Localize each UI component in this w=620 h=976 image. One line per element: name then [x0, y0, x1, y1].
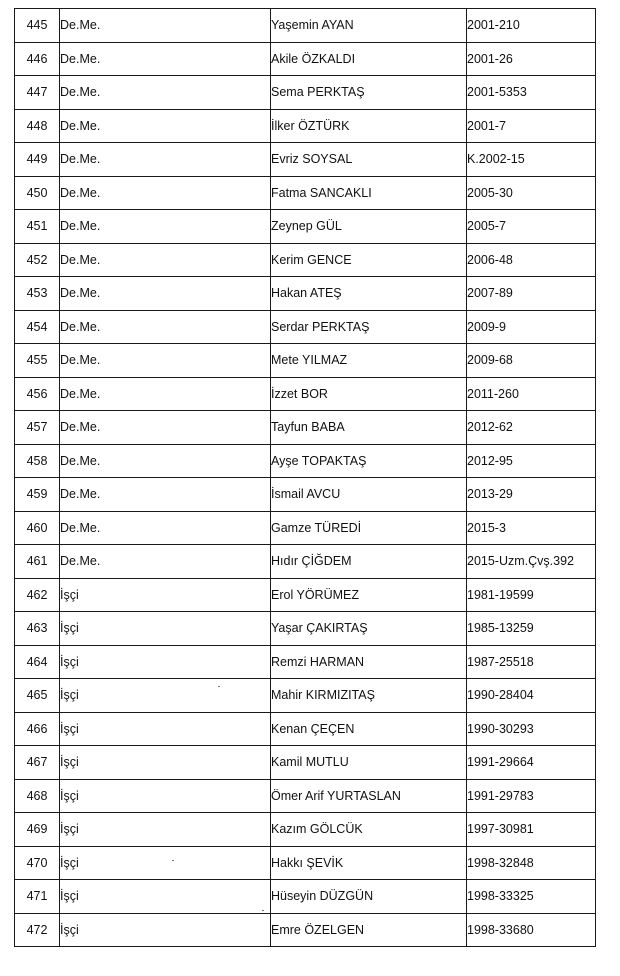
row-number-cell: 467 [15, 746, 60, 780]
table-row [15, 679, 596, 713]
staff-type-cell: De.Me. [60, 143, 271, 177]
row-number-cell: 468 [15, 779, 60, 813]
table-row [15, 545, 596, 579]
staff-type-cell: İşçi [60, 645, 271, 679]
roster-body [15, 9, 596, 947]
staff-type-cell: De.Me. [60, 9, 271, 43]
registry-number-cell: 2007-89 [467, 277, 596, 311]
table-row [15, 42, 596, 76]
table-row [15, 176, 596, 210]
staff-type-cell: İşçi [60, 813, 271, 847]
person-name-cell: Remzi HARMAN [271, 645, 467, 679]
scan-speck [262, 910, 264, 911]
row-number-cell: 451 [15, 210, 60, 244]
table-row [15, 846, 596, 880]
staff-type-cell: İşçi [60, 913, 271, 947]
row-number-cell: 454 [15, 310, 60, 344]
row-number-cell: 449 [15, 143, 60, 177]
table-row [15, 880, 596, 914]
staff-type-cell: İşçi [60, 712, 271, 746]
staff-type-cell: İşçi [60, 746, 271, 780]
staff-type-cell: De.Me. [60, 478, 271, 512]
registry-number-cell: 2015-Uzm.Çvş.392 [467, 545, 596, 579]
staff-type-cell: İşçi [60, 846, 271, 880]
staff-type-cell: De.Me. [60, 444, 271, 478]
person-name-cell: Hıdır ÇİĞDEM [271, 545, 467, 579]
person-name-cell: Sema PERKTAŞ [271, 76, 467, 110]
table-row [15, 746, 596, 780]
row-number-cell: 470 [15, 846, 60, 880]
registry-number-cell: 2013-29 [467, 478, 596, 512]
table-row [15, 277, 596, 311]
table-row [15, 779, 596, 813]
table-row [15, 645, 596, 679]
table-row [15, 813, 596, 847]
registry-number-cell: 2001-26 [467, 42, 596, 76]
row-number-cell: 446 [15, 42, 60, 76]
staff-type-cell: De.Me. [60, 176, 271, 210]
staff-type-cell: De.Me. [60, 511, 271, 545]
table-row [15, 243, 596, 277]
row-number-cell: 465 [15, 679, 60, 713]
table-row [15, 511, 596, 545]
staff-type-cell: De.Me. [60, 277, 271, 311]
row-number-cell: 461 [15, 545, 60, 579]
person-name-cell: Kenan ÇEÇEN [271, 712, 467, 746]
scan-speck [218, 686, 220, 687]
person-name-cell: İlker ÖZTÜRK [271, 109, 467, 143]
roster-sheet [14, 8, 596, 947]
row-number-cell: 450 [15, 176, 60, 210]
row-number-cell: 457 [15, 411, 60, 445]
staff-type-cell: De.Me. [60, 310, 271, 344]
registry-number-cell: K.2002-15 [467, 143, 596, 177]
registry-number-cell: 1990-30293 [467, 712, 596, 746]
person-name-cell: Mahir KIRMIZITAŞ [271, 679, 467, 713]
person-name-cell: Emre ÖZELGEN [271, 913, 467, 947]
staff-type-cell: İşçi [60, 779, 271, 813]
staff-type-cell: İşçi [60, 679, 271, 713]
registry-number-cell: 2001-7 [467, 109, 596, 143]
person-name-cell: Kazım GÖLCÜK [271, 813, 467, 847]
table-row [15, 578, 596, 612]
row-number-cell: 456 [15, 377, 60, 411]
row-number-cell: 448 [15, 109, 60, 143]
registry-number-cell: 1985-13259 [467, 612, 596, 646]
registry-number-cell: 2012-62 [467, 411, 596, 445]
table-row [15, 210, 596, 244]
table-row [15, 377, 596, 411]
registry-number-cell: 1991-29664 [467, 746, 596, 780]
person-name-cell: Yaşemin AYAN [271, 9, 467, 43]
person-name-cell: Akile ÖZKALDI [271, 42, 467, 76]
person-name-cell: Serdar PERKTAŞ [271, 310, 467, 344]
row-number-cell: 453 [15, 277, 60, 311]
registry-number-cell: 2011-260 [467, 377, 596, 411]
staff-type-cell: De.Me. [60, 76, 271, 110]
staff-type-cell: De.Me. [60, 344, 271, 378]
registry-number-cell: 2001-5353 [467, 76, 596, 110]
person-name-cell: Hakan ATEŞ [271, 277, 467, 311]
row-number-cell: 472 [15, 913, 60, 947]
table-row [15, 109, 596, 143]
row-number-cell: 464 [15, 645, 60, 679]
row-number-cell: 471 [15, 880, 60, 914]
registry-number-cell: 2005-7 [467, 210, 596, 244]
staff-type-cell: De.Me. [60, 109, 271, 143]
person-name-cell: Kerim GENCE [271, 243, 467, 277]
table-row [15, 143, 596, 177]
person-name-cell: Hakkı ŞEVİK [271, 846, 467, 880]
row-number-cell: 463 [15, 612, 60, 646]
registry-number-cell: 2006-48 [467, 243, 596, 277]
registry-number-cell: 1998-33680 [467, 913, 596, 947]
table-row [15, 344, 596, 378]
table-row [15, 612, 596, 646]
staff-type-cell: De.Me. [60, 42, 271, 76]
table-row [15, 411, 596, 445]
staff-type-cell: De.Me. [60, 243, 271, 277]
person-name-cell: Gamze TÜREDİ [271, 511, 467, 545]
person-name-cell: Kamil MUTLU [271, 746, 467, 780]
registry-number-cell: 1981-19599 [467, 578, 596, 612]
table-row [15, 9, 596, 43]
person-name-cell: Tayfun BABA [271, 411, 467, 445]
person-name-cell: Ayşe TOPAKTAŞ [271, 444, 467, 478]
registry-number-cell: 2009-9 [467, 310, 596, 344]
person-name-cell: Erol YÖRÜMEZ [271, 578, 467, 612]
registry-number-cell: 2005-30 [467, 176, 596, 210]
table-row [15, 913, 596, 947]
row-number-cell: 452 [15, 243, 60, 277]
staff-type-cell: İşçi [60, 880, 271, 914]
row-number-cell: 445 [15, 9, 60, 43]
registry-number-cell: 2012-95 [467, 444, 596, 478]
row-number-cell: 458 [15, 444, 60, 478]
table-row [15, 478, 596, 512]
registry-number-cell: 1990-28404 [467, 679, 596, 713]
row-number-cell: 469 [15, 813, 60, 847]
person-name-cell: İsmail AVCU [271, 478, 467, 512]
person-name-cell: İzzet BOR [271, 377, 467, 411]
roster-table [14, 8, 596, 947]
registry-number-cell: 1987-25518 [467, 645, 596, 679]
scan-speck [172, 860, 174, 861]
person-name-cell: Hüseyin DÜZGÜN [271, 880, 467, 914]
staff-type-cell: İşçi [60, 578, 271, 612]
row-number-cell: 455 [15, 344, 60, 378]
row-number-cell: 460 [15, 511, 60, 545]
person-name-cell: Zeynep GÜL [271, 210, 467, 244]
person-name-cell: Evriz SOYSAL [271, 143, 467, 177]
registry-number-cell: 2001-210 [467, 9, 596, 43]
row-number-cell: 462 [15, 578, 60, 612]
registry-number-cell: 1991-29783 [467, 779, 596, 813]
registry-number-cell: 1997-30981 [467, 813, 596, 847]
registry-number-cell: 1998-33325 [467, 880, 596, 914]
person-name-cell: Mete YILMAZ [271, 344, 467, 378]
registry-number-cell: 1998-32848 [467, 846, 596, 880]
person-name-cell: Yaşar ÇAKIRTAŞ [271, 612, 467, 646]
registry-number-cell: 2009-68 [467, 344, 596, 378]
registry-number-cell: 2015-3 [467, 511, 596, 545]
row-number-cell: 447 [15, 76, 60, 110]
table-row [15, 310, 596, 344]
staff-type-cell: De.Me. [60, 210, 271, 244]
row-number-cell: 459 [15, 478, 60, 512]
staff-type-cell: İşçi [60, 612, 271, 646]
staff-type-cell: De.Me. [60, 377, 271, 411]
table-row [15, 444, 596, 478]
person-name-cell: Ömer Arif YURTASLAN [271, 779, 467, 813]
person-name-cell: Fatma SANCAKLI [271, 176, 467, 210]
row-number-cell: 466 [15, 712, 60, 746]
table-row [15, 76, 596, 110]
staff-type-cell: De.Me. [60, 545, 271, 579]
staff-type-cell: De.Me. [60, 411, 271, 445]
table-row [15, 712, 596, 746]
